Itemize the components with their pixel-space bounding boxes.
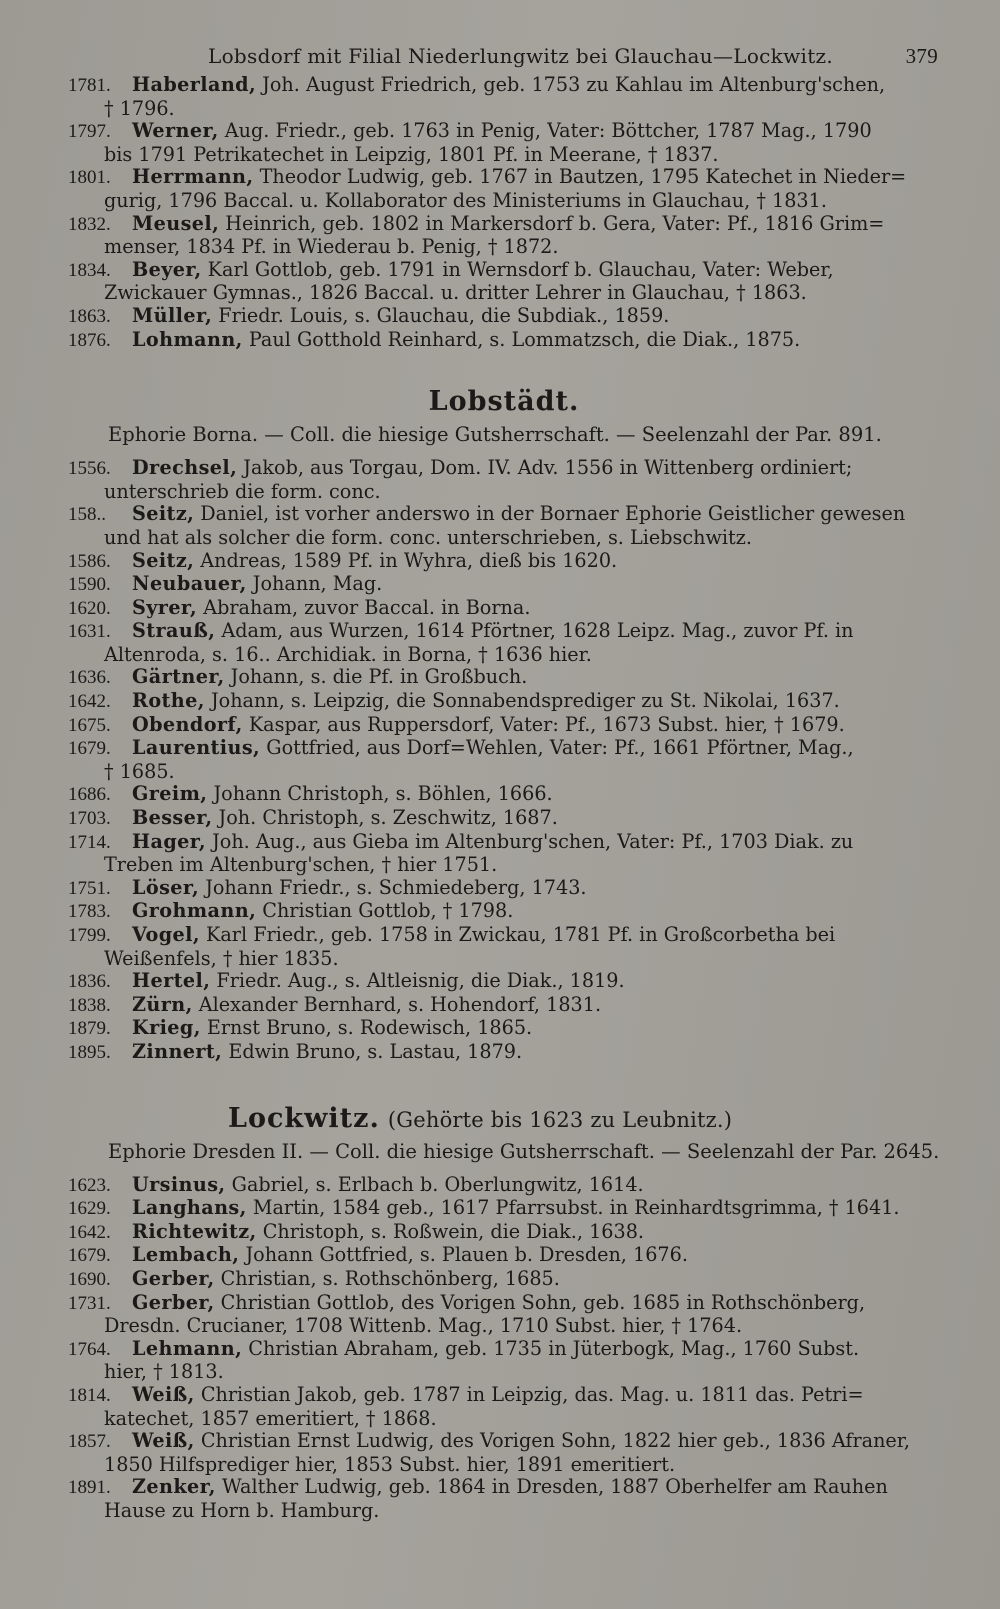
entry-name: Seitz,	[132, 502, 195, 526]
entry-text: Joh. Aug., aus Gieba im Altenburg'schen, Vater: Pf., 1703 Diak. zu	[205, 829, 854, 853]
entry-year: 1891.	[68, 1477, 111, 1499]
list-item	[68, 1430, 940, 1476]
entry-year: 1690.	[68, 1268, 111, 1290]
entry-text: Christian, s. Rothschönberg, 1685.	[214, 1266, 560, 1290]
lobsdorf-entries	[68, 74, 940, 352]
entry-text: Ernst Bruno, s. Rodewisch, 1865.	[200, 1016, 533, 1040]
entry-year: 1879.	[68, 1018, 111, 1040]
entry-name: Ursinus,	[132, 1172, 226, 1196]
entry-text: Karl Friedr., geb. 1758 in Zwickau, 1781 Pf. in Großcorbetha bei	[199, 923, 836, 946]
entry-year: 1781.	[68, 75, 111, 96]
entry-continuation: 1850 Hilfsprediger hier, 1853 Subst. hier, 1891 emeritiert.	[104, 1452, 676, 1476]
entry-year: 1556.	[68, 458, 111, 480]
entry-year: 1629.	[68, 1198, 111, 1220]
entry-text: Friedr. Aug., s. Altleisnig, die Diak., 1819.	[210, 969, 625, 993]
list-item	[68, 807, 940, 831]
entry-name: Gärtner,	[132, 665, 225, 689]
entry-name: Rothe,	[132, 689, 205, 713]
list-item	[68, 714, 940, 738]
entry-year: 1832.	[68, 213, 111, 235]
entry-continuation: bis 1791 Petrikatechet in Leipzig, 1801 Pf. in Meerane, † 1837.	[104, 142, 719, 166]
entry-year: 1801.	[68, 167, 111, 189]
list-item	[68, 305, 940, 329]
entry-year: 1857.	[68, 1431, 111, 1453]
entry-name: Lohmann,	[132, 327, 243, 351]
entry-name: Langhans,	[132, 1196, 247, 1220]
entry-name: Herrmann,	[132, 165, 254, 189]
entry-year: 1642.	[68, 1221, 111, 1243]
entry-text: Christian Abraham, geb. 1735 in Jüterbogk, Mag., 1760 Subst.	[242, 1336, 860, 1360]
entry-name: Löser,	[132, 875, 200, 899]
list-item	[68, 690, 940, 714]
entry-text: Abraham, zuvor Baccal. in Borna.	[197, 595, 531, 619]
list-item	[68, 166, 940, 212]
entry-name: Syrer,	[132, 595, 198, 619]
entry-name: Krieg,	[132, 1016, 201, 1040]
entry-text: Gottfried, aus Dorf=Wehlen, Vater: Pf., 1661 Pförtner, Mag.,	[260, 736, 854, 760]
list-item	[68, 457, 940, 503]
entry-year: 1631.	[68, 621, 111, 643]
entry-name: Zürn,	[132, 992, 193, 1016]
list-item	[68, 550, 940, 574]
entry-text: Christian Gottlob, † 1798.	[256, 899, 514, 923]
entry-name: Hager,	[132, 829, 206, 853]
entry-name: Richtewitz,	[132, 1219, 257, 1243]
entry-name: Strauß,	[132, 619, 216, 643]
entry-text: Adam, aus Wurzen, 1614 Pförtner, 1628 Leipz. Mag., zuvor Pf. in	[215, 619, 854, 643]
list-item	[68, 924, 940, 970]
entry-year: 1876.	[68, 329, 111, 351]
entry-text: Johann Christoph, s. Böhlen, 1666.	[207, 782, 553, 806]
list-item	[68, 597, 940, 621]
entry-name: Zinnert,	[132, 1039, 223, 1063]
list-item	[68, 74, 940, 120]
entry-continuation: katechet, 1857 emeritiert, † 1868.	[104, 1406, 437, 1430]
entry-name: Gerber,	[132, 1290, 215, 1314]
entry-year: 1838.	[68, 994, 111, 1016]
lockwitz-entries	[68, 1174, 940, 1523]
entry-year: 1751.	[68, 877, 111, 899]
entry-text: Joh. August Friedrich, geb. 1753 zu Kahlau im Altenburg'schen,	[256, 73, 886, 96]
entry-text: Christian Gottlob, des Vorigen Sohn, geb. 1685 in Rothschönberg,	[214, 1290, 866, 1314]
section-heading: Lobstädt.	[428, 386, 580, 418]
entry-text: Kaspar, aus Ruppersdorf, Vater: Pf., 1673 Subst. hier, † 1679.	[242, 712, 845, 736]
entry-name: Obendorf,	[132, 712, 243, 736]
list-item	[68, 213, 940, 259]
entry-text: Gabriel, s. Erlbach b. Oberlungwitz, 1614.	[225, 1172, 644, 1196]
list-item	[68, 900, 940, 924]
lobstaedt-entries	[68, 457, 940, 1064]
section-info-lobstaedt: Ephorie Borna. — Coll. die hiesige Gutsherrschaft. — Seelenzahl der Par. 891.	[108, 423, 882, 447]
entry-name: Weiß,	[132, 1429, 195, 1453]
entry-year: 1714.	[68, 831, 111, 853]
entry-continuation: und hat als solcher die form. conc. unterschrieben, s. Liebschwitz.	[104, 525, 752, 549]
entry-continuation: Altenroda, s. 16.. Archidiak. in Borna, † 1636 hier.	[104, 642, 592, 666]
list-item	[68, 573, 940, 597]
entry-text: Andreas, 1589 Pf. in Wyhra, dieß bis 1620.	[194, 548, 618, 572]
entry-text: Heinrich, geb. 1802 in Markersdorf b. Gera, Vater: Pf., 1816 Grim=	[219, 211, 885, 235]
list-item	[68, 259, 940, 305]
list-item	[68, 503, 940, 549]
entry-text: Martin, 1584 geb., 1617 Pfarrsubst. in Reinhardtsgrimma, † 1641.	[246, 1196, 900, 1220]
list-item	[68, 1476, 940, 1522]
entry-name: Greim,	[132, 782, 208, 806]
entry-name: Lehmann,	[132, 1336, 243, 1360]
entry-name: Laurentius,	[132, 736, 261, 760]
page-number: 379	[905, 44, 938, 68]
entry-name: Beyer,	[132, 257, 202, 281]
entry-continuation: Dresdn. Crucianer, 1708 Wittenb. Mag., 1710 Subst. hier, † 1764.	[104, 1314, 743, 1338]
list-item	[68, 1384, 940, 1430]
entry-year: 1834.	[68, 259, 111, 281]
section-title-lobstaedt	[68, 386, 940, 417]
section-heading: Lockwitz.	[228, 1102, 380, 1134]
entry-year: 1590.	[68, 574, 111, 596]
list-item	[68, 666, 940, 690]
entry-name: Neubauer,	[132, 572, 247, 596]
entry-year: 1764.	[68, 1338, 111, 1360]
entry-text: Johann Friedr., s. Schmiedeberg, 1743.	[199, 875, 587, 899]
entry-continuation: hier, † 1813.	[104, 1360, 224, 1384]
entry-text: Jakob, aus Torgau, Dom. IV. Adv. 1556 in Wittenberg ordiniert;	[237, 456, 853, 480]
entry-name: Seitz,	[132, 548, 195, 572]
entry-continuation: unterschrieb die form. conc.	[104, 479, 381, 503]
entry-year: 1642.	[68, 691, 111, 713]
entry-year: 1636.	[68, 667, 111, 689]
entry-name: Vogel,	[132, 923, 200, 946]
entry-year: 1586.	[68, 550, 111, 572]
list-item	[68, 1268, 940, 1292]
entry-text: Christian Jakob, geb. 1787 in Leipzig, das. Mag. u. 1811 das. Petri=	[194, 1382, 864, 1406]
entry-name: Drechsel,	[132, 456, 238, 480]
entry-name: Zenker,	[132, 1475, 216, 1499]
entry-year: 1797.	[68, 121, 111, 143]
entry-year: 1895.	[68, 1041, 111, 1063]
entry-name: Haberland,	[132, 73, 257, 96]
entry-text: Johann, s. die Pf. in Großbuch.	[224, 665, 528, 689]
entry-text: Theodor Ludwig, geb. 1767 in Bautzen, 1795 Katechet in Nieder=	[253, 165, 907, 189]
section-info-lockwitz: Ephorie Dresden II. — Coll. die hiesige Gutsherrschaft. — Seelenzahl der Par. 2645.	[108, 1139, 940, 1163]
list-item	[68, 329, 940, 353]
entry-year: 1620.	[68, 597, 111, 619]
list-item	[68, 1197, 940, 1221]
entry-text: Karl Gottlob, geb. 1791 in Wernsdorf b. Glauchau, Vater: Weber,	[201, 257, 834, 281]
entry-year: 1679.	[68, 738, 111, 760]
list-item	[68, 831, 940, 877]
entry-continuation: Treben im Altenburg'schen, † hier 1751.	[104, 853, 498, 877]
entry-year: 158..	[68, 504, 106, 526]
list-item	[68, 1174, 940, 1198]
list-item	[68, 1041, 940, 1065]
entry-name: Grohmann,	[132, 899, 257, 923]
entry-year: 1679.	[68, 1245, 111, 1267]
list-item	[68, 1292, 940, 1338]
page-header	[68, 38, 940, 74]
entry-text: Walther Ludwig, geb. 1864 in Dresden, 1887 Oberhelfer am Rauhen	[215, 1475, 888, 1499]
entry-text: Johann Gottfried, s. Plauen b. Dresden, 1676.	[239, 1243, 688, 1267]
entry-name: Weiß,	[132, 1382, 195, 1406]
entry-name: Hertel,	[132, 969, 211, 993]
entry-text: Johann, s. Leipzig, die Sonnabendsprediger zu St. Nikolai, 1637.	[204, 689, 840, 713]
list-item	[68, 994, 940, 1018]
list-item	[68, 1221, 940, 1245]
list-item	[68, 783, 940, 807]
entry-continuation: Hause zu Horn b. Hamburg.	[104, 1498, 380, 1522]
entry-year: 1836.	[68, 971, 111, 993]
section-note: (Gehörte bis 1623 zu Leubnitz.)	[387, 1107, 733, 1132]
entry-continuation: gurig, 1796 Baccal. u. Kollaborator des Ministeriums in Glauchau, † 1831.	[104, 188, 827, 212]
entry-year: 1731.	[68, 1292, 111, 1314]
entry-continuation: † 1685.	[104, 759, 175, 783]
entry-text: Christoph, s. Roßwein, die Diak., 1638.	[256, 1219, 645, 1243]
entry-text: Daniel, ist vorher anderswo in der Bornaer Ephorie Geistlicher gewesen	[194, 502, 906, 526]
entry-year: 1863.	[68, 305, 111, 327]
entry-text: Edwin Bruno, s. Lastau, 1879.	[222, 1039, 523, 1063]
entry-year: 1675.	[68, 714, 111, 736]
entry-text: Joh. Christoph, s. Zeschwitz, 1687.	[212, 806, 558, 830]
list-item	[68, 1017, 940, 1041]
entry-name: Gerber,	[132, 1266, 215, 1290]
entry-name: Werner,	[132, 119, 219, 143]
entry-year: 1703.	[68, 808, 111, 830]
list-item	[68, 877, 940, 901]
section-title-lockwitz	[68, 1103, 940, 1134]
entry-continuation: Weißenfels, † hier 1835.	[104, 946, 339, 970]
running-title: Lobsdorf mit Filial Niederlungwitz bei Glauchau—Lockwitz.	[208, 44, 834, 68]
entry-year: 1799.	[68, 925, 111, 946]
entry-name: Müller,	[132, 303, 213, 327]
entry-year: 1783.	[68, 901, 111, 923]
entry-text: Paul Gotthold Reinhard, s. Lommatzsch, die Diak., 1875.	[242, 327, 801, 351]
list-item	[68, 737, 940, 783]
entry-year: 1686.	[68, 784, 111, 806]
entry-text: Aug. Friedr., geb. 1763 in Penig, Vater: Böttcher, 1787 Mag., 1790	[218, 119, 872, 143]
entry-year: 1623.	[68, 1174, 111, 1196]
entry-text: Christian Ernst Ludwig, des Vorigen Sohn, 1822 hier geb., 1836 Afraner,	[194, 1429, 910, 1453]
entry-name: Besser,	[132, 806, 213, 830]
list-item	[68, 970, 940, 994]
entry-name: Meusel,	[132, 211, 220, 235]
list-item	[68, 1338, 940, 1384]
entry-text: Alexander Bernhard, s. Hohendorf, 1831.	[192, 992, 602, 1016]
entry-continuation: menser, 1834 Pf. in Wiederau b. Penig, † 1872.	[104, 235, 559, 259]
entry-continuation: Zwickauer Gymnas., 1826 Baccal. u. dritter Lehrer in Glauchau, † 1863.	[104, 281, 807, 305]
entry-year: 1814.	[68, 1384, 111, 1406]
entry-text: Friedr. Louis, s. Glauchau, die Subdiak., 1859.	[212, 303, 670, 327]
list-item	[68, 120, 940, 166]
entry-text: Johann, Mag.	[246, 572, 383, 596]
list-item	[68, 620, 940, 666]
list-item	[68, 1244, 940, 1268]
entry-name: Lembach,	[132, 1243, 240, 1267]
entry-continuation: † 1796.	[104, 96, 175, 120]
